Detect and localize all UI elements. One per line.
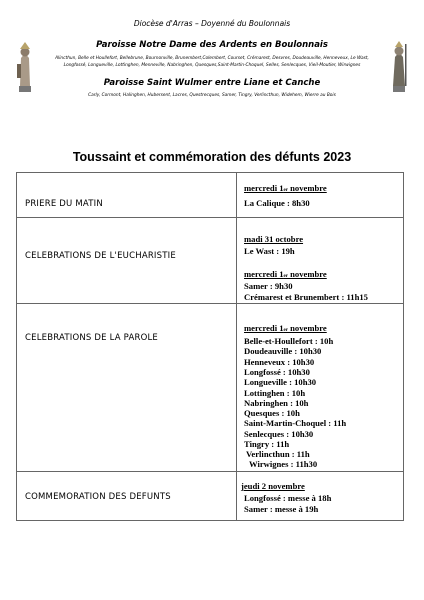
date-heading: mercredi 1er novembre [244,183,327,193]
letterhead [0,0,424,110]
row-label: COMMEMORATION DES DEFUNTS [25,492,171,502]
schedule-line: Longfossé : 10h30 [244,367,310,377]
schedule-line: Wirwignes : 11h30 [249,459,318,469]
date-heading: madi 31 octobre [244,234,304,244]
parish-notre-dame-title: Paroisse Notre Dame des Ardents en Boulonnais [96,40,328,50]
table-row [17,173,403,218]
schedule-line: Nabringhen : 10h [244,398,309,408]
diocese-line: Diocèse d'Arras – Doyenné du Boulonnais [133,19,291,28]
villages-line: Alincthun, Belle et Houllefort, Bellebrune, Bournonville, Brunembert,Colembert, Courset, Crémarest, Desvres, Doudeauville, Henneveux, Le Wast, [55,56,369,61]
parish-saint-wulmer-villages: Carly, Cormont, Halinghen, Hubersent, Lacres, Questrecques, Samer, Tingry, Verlincthun, Widehem, Wierre au Bois [88,93,336,98]
schedule-line: Longfossé : messe à 18h [244,493,332,503]
schedule-line: Belle-et-Houllefort : 10h [244,336,334,346]
schedule-line: Saint-Martin-Choquel : 11h [244,418,347,428]
date-heading: mercredi 1er novembre [244,269,327,279]
table-row [17,472,403,522]
schedule-line: Crémarest et Brunembert : 11h15 [244,292,368,302]
table-row [17,304,403,472]
schedule-line: Lottinghen : 10h [244,388,306,398]
schedule-table [16,172,404,521]
row-label: PRIERE DU MATIN [25,199,103,209]
parish-saint-wulmer-title: Paroisse Saint Wulmer entre Liane et Canche [103,78,321,88]
schedule-line: Henneveux : 10h30 [244,357,315,367]
schedule-line: Longueville : 10h30 [244,377,317,387]
page-title: Toussaint et commémoration des défunts 2023 [72,150,352,164]
schedule-line: Samer : messe à 19h [244,504,319,514]
schedule-line: Verlincthun : 11h [246,449,310,459]
schedule-line: Doudeauville : 10h30 [244,346,322,356]
schedule-line: Le Wast : 19h [244,246,295,256]
date-heading: mercredi 1er novembre [244,323,327,333]
parish-notre-dame-villages [40,56,384,69]
row-label: CELEBRATIONS DE LA PAROLE [25,333,158,343]
table-row [17,218,403,304]
date-heading: jeudi 2 novembre [241,481,305,491]
schedule-line: Tingry : 11h [244,439,290,449]
schedule-line: La Calique : 8h30 [244,198,310,208]
schedule-line: Quesques : 10h [244,408,300,418]
villages-line: Longfossé, Longueville, Lottinghen, Menneville, Nabringhen, Quesques,Saint-Martin-Choquel, Selles, Senlecques, Vieil-Moutier, Wirwignes [63,62,361,68]
schedule-line: Samer : 9h30 [244,281,293,291]
schedule-line: Senlecques : 10h30 [244,429,314,439]
row-label: CELEBRATIONS DE L'EUCHARISTIE [25,251,176,261]
